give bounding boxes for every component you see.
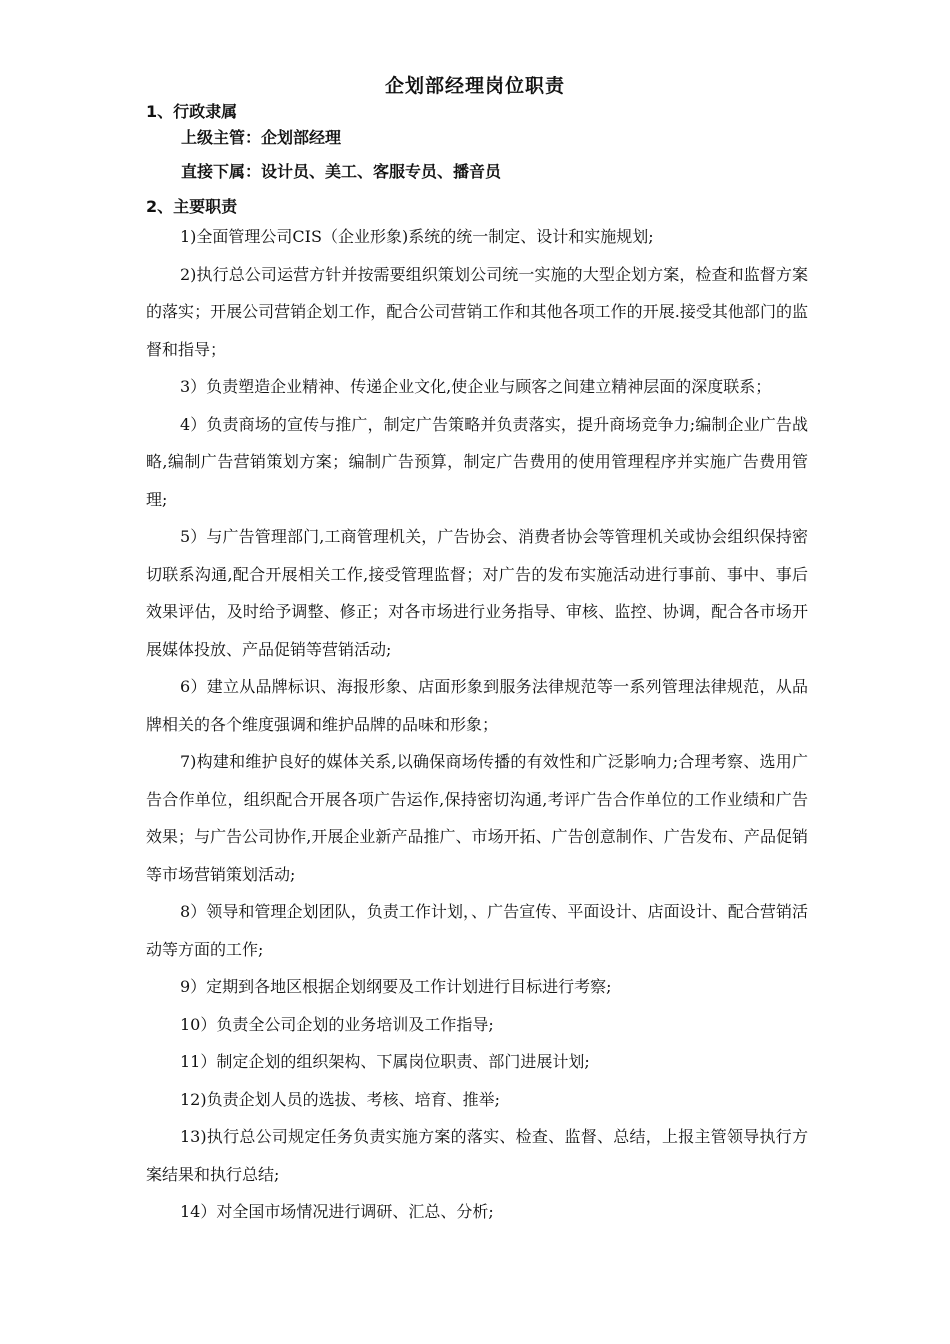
supervisor-line: 上级主管：企划部经理 (181, 128, 342, 147)
duty-item-7: 7)构建和维护良好的媒体关系,以确保商场传播的有效性和广泛影响力;合理考察、选用广告合作单位，组织配合开展各项广告运作,保持密切沟通,考评广告合作单位的工作业绩和广告效果；与广告公司协作,开展企业新产品推广、市场开拓、广告创意制作、广告发布、产品促销等市场营销策划活动; (146, 752, 808, 884)
duty-item-2: 2)执行总公司运营方针并按需要组织策划公司统一实施的大型企划方案，检查和监督方案的落实；开展公司营销企划工作，配合公司营销工作和其他各项工作的开展.接受其他部门的监督和指导； (146, 264, 808, 359)
duty-item-6: 6）建立从品牌标识、海报形象、店面形象到服务法律规范等一系列管理法律规范，从品牌相关的各个维度强调和维护品牌的品味和形象； (146, 677, 808, 734)
duty-item-3: 3）负责塑造企业精神、传递企业文化,使企业与顾客之间建立精神层面的深度联系； (180, 377, 772, 396)
duty-item-1: 1)全面管理公司CIS（企业形象)系统的统一制定、设计和实施规划; (180, 227, 654, 246)
duty-item-14: 14）对全国市场情况进行调研、汇总、分析; (180, 1202, 494, 1221)
subordinates-line: 直接下属：设计员、美工、客服专员、播音员 (181, 162, 502, 181)
document-title: 企划部经理岗位职责 (384, 75, 565, 97)
section-heading-administrative: 1、行政隶属 (146, 102, 238, 121)
duty-item-4: 4）负责商场的宣传与推广，制定广告策略并负责落实，提升商场竞争力;编制企业广告战略,编制广告营销策划方案；编制广告预算，制定广告费用的使用管理程序并实施广告费用管理; (146, 414, 808, 509)
duty-item-10: 10）负责全公司企划的业务培训及工作指导; (180, 1014, 494, 1034)
duty-item-11: 11）制定企划的组织架构、下属岗位职责、部门进展计划; (180, 1052, 590, 1071)
duty-item-12: 12)负责企划人员的选拔、考核、培育、推举; (180, 1089, 500, 1109)
duty-item-13: 13)执行总公司规定任务负责实施方案的落实、检查、监督、总结，上报主管领导执行方案结果和执行总结; (146, 1127, 808, 1184)
duty-item-5: 5）与广告管理部门,工商管理机关，广告协会、消费者协会等管理机关或协会组织保持密切联系沟通,配合开展相关工作,接受管理监督；对广告的发布实施活动进行事前、事中、事后效果评估，及时给予调整、修正；对各市场进行业务指导、审核、监控、协调，配合各市场开展媒体投放、产品促销等营销活动; (146, 527, 808, 659)
duty-item-8: 8）领导和管理企划团队，负责工作计划，、广告宣传、平面设计、店面设计、配合营销活动等方面的工作; (146, 902, 808, 959)
duty-item-9: 9）定期到各地区根据企划纲要及工作计划进行目标进行考察; (180, 977, 612, 996)
duties-list (146, 218, 808, 1231)
section-heading-duties: 2、主要职责 (146, 197, 238, 216)
